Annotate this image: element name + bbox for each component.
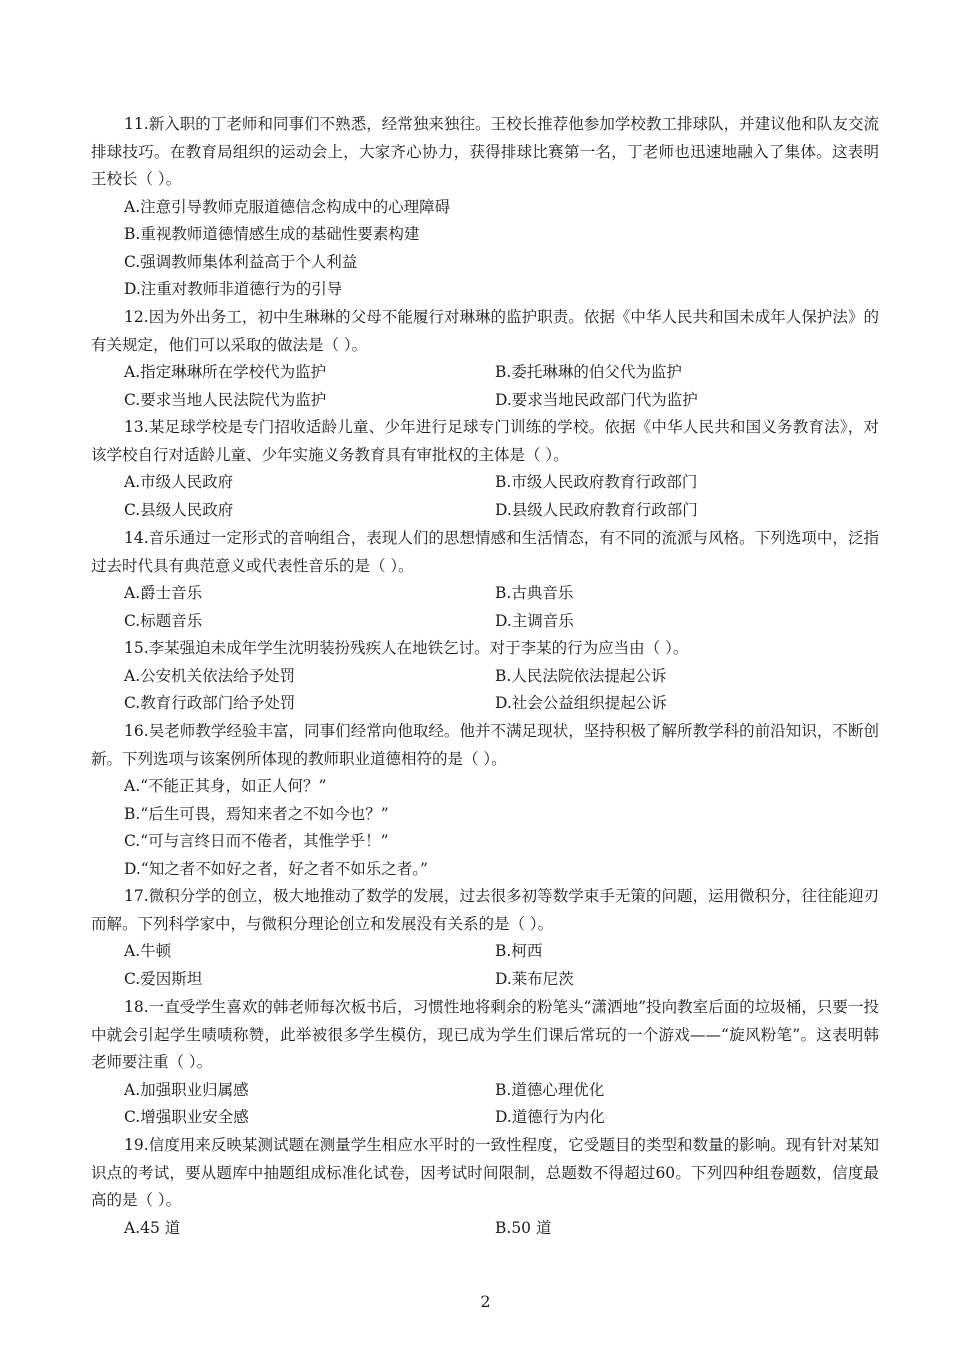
option-a: A.市级人民政府 [124, 473, 234, 491]
option-d: D.主调音乐 [495, 611, 574, 630]
option-b: B.市级人民政府教育行政部门 [495, 473, 698, 491]
option-c: C.增强职业安全感 [124, 1108, 249, 1126]
question-stem: 16.吴老师教学经验丰富，同事们经常向他取经。他并不满足现状，坚持积极了解所教学科的前沿知识，不断创新。下列选项与该案例所体现的教师职业道德相符的是（ ）。 [91, 722, 879, 768]
question-16 [91, 718, 879, 883]
option-list [91, 663, 879, 718]
option-a: A.加强职业归属感 [124, 1080, 249, 1099]
question-stem: 18.一直受学生喜欢的韩老师每次板书后，习惯性地将剩余的粉笔头“潇洒地”投向教室后面的垃圾桶，只要一投中就会引起学生啧啧称赞，此举被很多学生模仿，现已成为学生们课后常玩的一个游戏——“旋风粉笔”。这表明韩老师要注重（ ）。 [91, 998, 879, 1071]
option-a: A.爵士音乐 [124, 584, 203, 602]
option-list [91, 938, 879, 993]
option-b: B.道德心理优化 [495, 1080, 605, 1099]
option-list [91, 359, 879, 414]
question-stem: 17.微积分学的创立，极大地推动了数学的发展，过去很多初等数学束手无策的问题，运用微积分，往往能迎刃而解。下列科学家中，与微积分理论创立和发展没有关系的是（ ）。 [91, 887, 879, 933]
question-14 [91, 525, 879, 635]
question-19 [91, 1132, 879, 1242]
question-stem: 14.音乐通过一定形式的音响组合，表现人们的思想情感和生活情态，有不同的流派与风格。下列选项中，泛指过去时代具有典范意义或代表性音乐的是（ ）。 [91, 529, 879, 575]
option-c: C.要求当地人民法院代为监护 [124, 390, 327, 409]
question-15 [91, 635, 879, 718]
question-stem: 11.新入职的丁老师和同事们不熟悉，经常独来独往。王校长推荐他参加学校教工排球队，并建议他和队友交流排球技巧。在教育局组织的运动会上，大家齐心协力，获得排球比赛第一名，丁老师也迅速地融入了集体。这表明王校长（ ）。 [91, 115, 879, 188]
option-b: B.柯西 [495, 942, 543, 960]
question-stem: 15.李某强迫未成年学生沈明装扮残疾人在地铁乞讨。对于李某的行为应当由（ ）。 [124, 639, 689, 657]
option-b: B.古典音乐 [495, 584, 574, 602]
option-a: A.牛顿 [124, 942, 172, 960]
question-stem: 19.信度用来反映某测试题在测量学生相应水平时的一致性程度，它受题目的类型和数量的影响。现有针对某知识点的考试，要从题库中抽题组成标准化试卷，因考试时间限制，总题数不得超过60。下列四种组卷题数，信度最高的是（ ）。 [91, 1136, 879, 1209]
question-17 [91, 883, 879, 993]
option-c: C.“可与言终日而不倦者，其惟学乎！” [124, 832, 389, 850]
option-list [91, 194, 879, 304]
option-a: A.指定琳琳所在学校代为监护 [124, 363, 327, 381]
question-13 [91, 414, 879, 524]
option-c: C.标题音乐 [124, 611, 203, 630]
option-b: B.委托琳琳的伯父代为监护 [495, 363, 682, 381]
option-d: D.莱布尼茨 [495, 969, 574, 988]
option-list [91, 1215, 879, 1243]
option-a: A.公安机关依法给予处罚 [124, 666, 296, 685]
question-stem: 12.因为外出务工，初中生琳琳的父母不能履行对琳琳的监护职责。依据《中华人民共和国未成年人保护法》的有关规定，他们可以采取的做法是（ ）。 [91, 308, 879, 354]
option-c: C.县级人民政府 [124, 500, 234, 519]
option-a: A.45 道 [124, 1218, 181, 1237]
option-d: D.要求当地民政部门代为监护 [495, 390, 698, 409]
option-b: B.人民法院依法提起公诉 [495, 666, 667, 685]
question-stem: 13.某足球学校是专门招收适龄儿童、少年进行足球专门训练的学校。依据《中华人民共和国义务教育法》，对该学校自行对适龄儿童、少年实施义务教育具有审批权的主体是（ ）。 [91, 418, 879, 464]
option-b: B.“后生可畏，焉知来者之不如今也？” [124, 804, 389, 823]
option-b: B.50 道 [495, 1218, 552, 1237]
option-list [91, 773, 879, 883]
option-d: D.县级人民政府教育行政部门 [495, 500, 698, 519]
option-c: C.强调教师集体利益高于个人利益 [124, 252, 358, 271]
option-b: B.重视教师道德情感生成的基础性要素构建 [124, 225, 420, 243]
option-list [91, 580, 879, 635]
question-12 [91, 304, 879, 414]
option-d: D.“知之者不如好之者，好之者不如乐之者。” [124, 859, 428, 878]
option-d: D.道德行为内化 [495, 1108, 605, 1126]
option-a: A.注意引导教师克服道德信念构成中的心理障碍 [124, 197, 451, 216]
option-a: A.“不能正其身，如正人何？” [124, 777, 327, 795]
question-11 [91, 111, 879, 304]
page-number: 2 [480, 1292, 491, 1311]
option-d: D.注重对教师非道德行为的引导 [124, 280, 343, 298]
option-d: D.社会公益组织提起公诉 [495, 694, 667, 712]
question-18 [91, 994, 879, 1132]
option-list [91, 469, 879, 524]
option-list [91, 1077, 879, 1132]
option-c: C.教育行政部门给予处罚 [124, 694, 296, 712]
option-c: C.爱因斯坦 [124, 969, 203, 988]
